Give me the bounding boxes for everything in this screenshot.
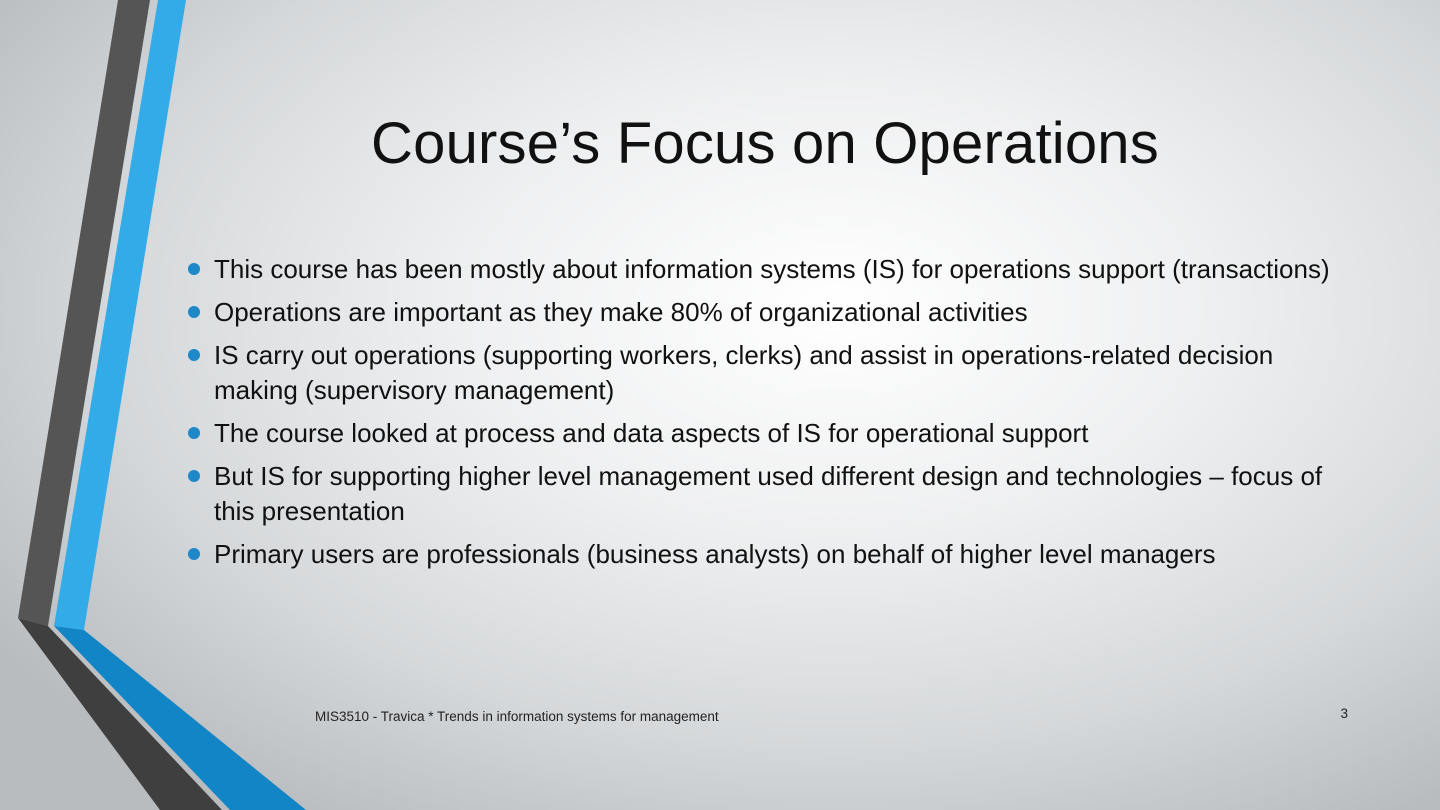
- bullet-item: [188, 459, 1363, 529]
- bullet-dot-icon: [188, 470, 200, 482]
- bullet-dot-icon: [188, 427, 200, 439]
- bullet-item: [188, 252, 1363, 287]
- bullet-text: IS carry out operations (supporting workers, clerks) and assist in operations-related decision making (supervisory management): [214, 340, 1274, 405]
- bullet-text: The course looked at process and data aspects of IS for operational support: [214, 418, 1089, 448]
- bullet-text: But IS for supporting higher level management used different design and technologies – focus of this presentation: [214, 461, 1323, 526]
- bullet-text: This course has been mostly about information systems (IS) for operations support (transactions): [214, 254, 1330, 284]
- bullet-item: [188, 338, 1363, 408]
- bullet-item: [188, 537, 1363, 572]
- bullet-dot-icon: [188, 349, 200, 361]
- bullet-text: Primary users are professionals (business analysts) on behalf of higher level managers: [214, 539, 1216, 569]
- slide-footer: MIS3510 - Travica * Trends in information systems for management: [315, 709, 719, 724]
- bullet-dot-icon: [188, 263, 200, 275]
- bullet-dot-icon: [188, 548, 200, 560]
- gray-stripe-lower: [18, 618, 222, 810]
- bullet-item: [188, 416, 1363, 451]
- bullet-list: [188, 252, 1363, 580]
- slide-title: Course’s Focus on Operations: [371, 111, 1159, 176]
- bullet-text: Operations are important as they make 80% of organizational activities: [214, 297, 1028, 327]
- bullet-dot-icon: [188, 306, 200, 318]
- bullet-item: [188, 295, 1363, 330]
- page-number: 3: [1340, 706, 1348, 721]
